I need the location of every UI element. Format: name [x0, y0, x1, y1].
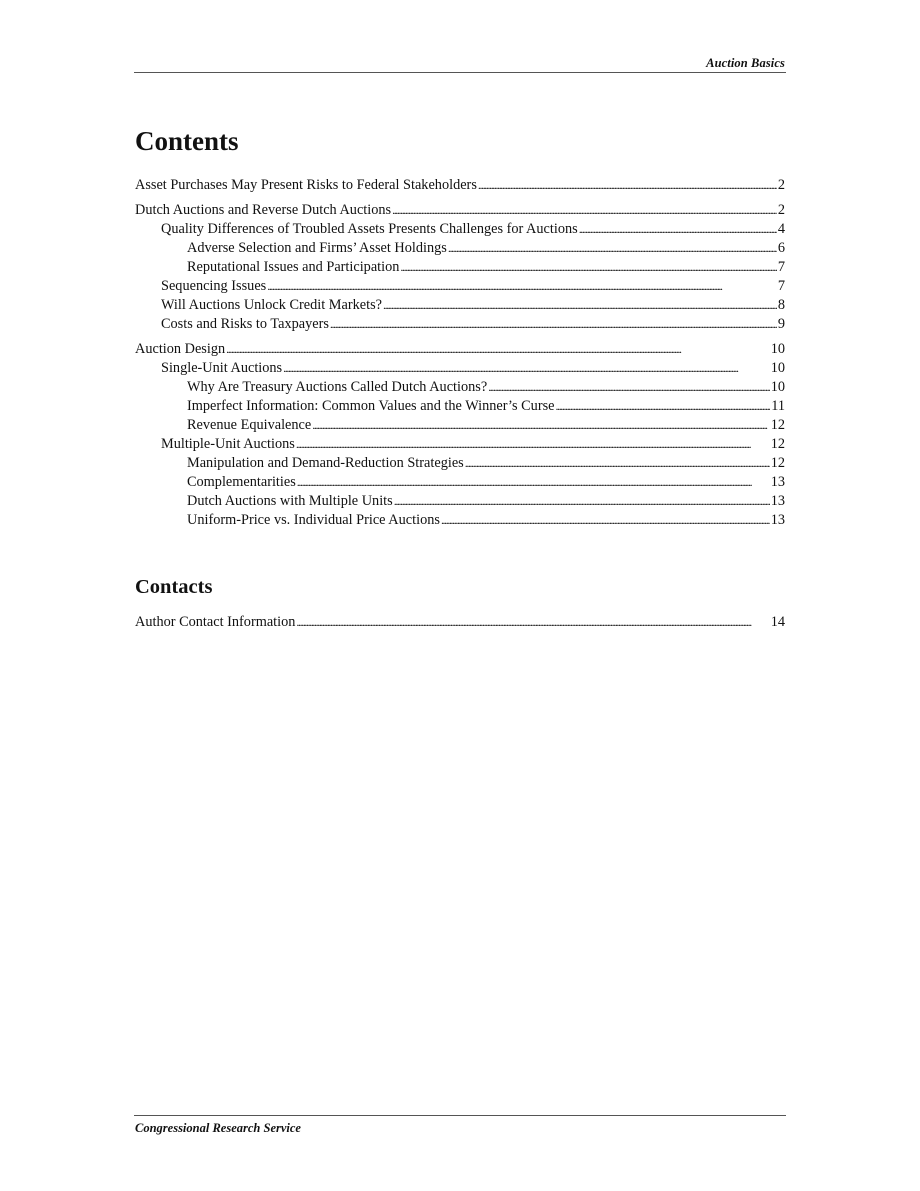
- toc-entry[interactable]: [135, 397, 785, 416]
- dot-leader: [296, 435, 770, 454]
- toc-entry-page-number: 2: [777, 202, 785, 218]
- toc-entry[interactable]: [135, 315, 785, 334]
- dot-leader: [556, 397, 771, 416]
- running-header-title: Auction Basics: [706, 56, 785, 70]
- toc-entry-page-number: 13: [770, 493, 785, 509]
- running-header: [134, 56, 786, 73]
- dot-leader: [330, 315, 777, 334]
- toc-entry-page-number: 10: [770, 360, 785, 376]
- toc-entry-title: Why Are Treasury Auctions Called Dutch Auctions?: [187, 379, 488, 395]
- dot-leader: [226, 340, 770, 359]
- toc-entry[interactable]: [135, 296, 785, 315]
- toc-entry-page-number: 4: [777, 221, 785, 237]
- toc-entry-title: Will Auctions Unlock Credit Markets?: [161, 297, 382, 313]
- toc-entry-page-number: 2: [777, 177, 785, 193]
- toc-entry[interactable]: [135, 378, 785, 397]
- contacts-heading: Contacts: [135, 576, 213, 598]
- toc-entry-page-number: 10: [770, 341, 785, 357]
- dot-leader: [267, 277, 777, 296]
- dot-leader: [283, 359, 770, 378]
- toc-entry[interactable]: [135, 492, 785, 511]
- toc-entry-title: Adverse Selection and Firms’ Asset Holdings: [187, 240, 447, 256]
- toc-entry-title: Asset Purchases May Present Risks to Federal Stakeholders: [135, 177, 477, 193]
- toc-entry-title: Uniform-Price vs. Individual Price Auctions: [187, 512, 440, 528]
- toc-entry-title: Dutch Auctions with Multiple Units: [187, 493, 393, 509]
- toc-entry-page-number: 12: [770, 436, 785, 452]
- toc-entry-title: Auction Design: [135, 341, 226, 357]
- dot-leader: [297, 473, 770, 492]
- toc-entry[interactable]: [135, 511, 785, 530]
- toc-entry-title: Complementarities: [187, 474, 296, 490]
- toc-entry-page-number: 7: [777, 278, 785, 294]
- dot-leader: [392, 201, 777, 220]
- dot-leader: [394, 492, 770, 511]
- dot-leader: [579, 220, 777, 239]
- toc-entry[interactable]: [135, 359, 785, 378]
- toc-entry[interactable]: [135, 176, 785, 195]
- dot-leader: [296, 613, 769, 632]
- dot-leader: [312, 416, 769, 435]
- dot-leader: [383, 296, 777, 315]
- toc-entry-title: Single-Unit Auctions: [161, 360, 283, 376]
- toc-entry-title: Revenue Equivalence: [187, 417, 312, 433]
- dot-leader: [488, 378, 770, 397]
- running-footer: [134, 1115, 786, 1135]
- toc-entry[interactable]: [135, 435, 785, 454]
- toc-entry[interactable]: [135, 340, 785, 359]
- toc-entry-page-number: 7: [777, 259, 785, 275]
- toc-entry[interactable]: [135, 416, 785, 435]
- toc-entry[interactable]: [135, 473, 785, 492]
- toc-entry-page-number: 8: [777, 297, 785, 313]
- toc-entry[interactable]: [135, 277, 785, 296]
- toc-entry[interactable]: [135, 239, 785, 258]
- toc-entry-title: Sequencing Issues: [161, 278, 267, 294]
- toc-entry-page-number: 12: [770, 455, 785, 471]
- toc-entry-page-number: 13: [770, 512, 785, 528]
- toc-entry-title: Costs and Risks to Taxpayers: [161, 316, 329, 332]
- contents-list: [135, 176, 785, 530]
- dot-leader: [478, 176, 777, 195]
- dot-leader: [465, 454, 770, 473]
- toc-entry[interactable]: [135, 258, 785, 277]
- contacts-list: [135, 613, 785, 632]
- toc-entry-page-number: 6: [777, 240, 785, 256]
- toc-entry-title: Multiple-Unit Auctions: [161, 436, 295, 452]
- toc-entry-page-number: 9: [777, 316, 785, 332]
- toc-entry-title: Imperfect Information: Common Values and the Winner’s Curse: [187, 398, 555, 414]
- toc-entry-title: Reputational Issues and Participation: [187, 259, 400, 275]
- toc-entry-page-number: 10: [770, 379, 785, 395]
- toc-entry-page-number: 13: [770, 474, 785, 490]
- toc-entry-title: Quality Differences of Troubled Assets Presents Challenges for Auctions: [161, 221, 578, 237]
- footer-organization: Congressional Research Service: [135, 1121, 301, 1135]
- toc-entry[interactable]: [135, 201, 785, 220]
- dot-leader: [400, 258, 776, 277]
- toc-entry[interactable]: [135, 613, 785, 632]
- contents-heading: Contents: [135, 126, 239, 156]
- toc-entry-page-number: 14: [770, 614, 785, 630]
- toc-entry-page-number: 11: [771, 398, 785, 414]
- toc-entry[interactable]: [135, 454, 785, 473]
- dot-leader: [441, 511, 770, 530]
- toc-entry-title: Dutch Auctions and Reverse Dutch Auctions: [135, 202, 392, 218]
- toc-entry-page-number: 12: [770, 417, 785, 433]
- dot-leader: [448, 239, 777, 258]
- toc-entry-title: Author Contact Information: [135, 614, 296, 630]
- toc-entry-title: Manipulation and Demand-Reduction Strategies: [187, 455, 464, 471]
- toc-entry[interactable]: [135, 220, 785, 239]
